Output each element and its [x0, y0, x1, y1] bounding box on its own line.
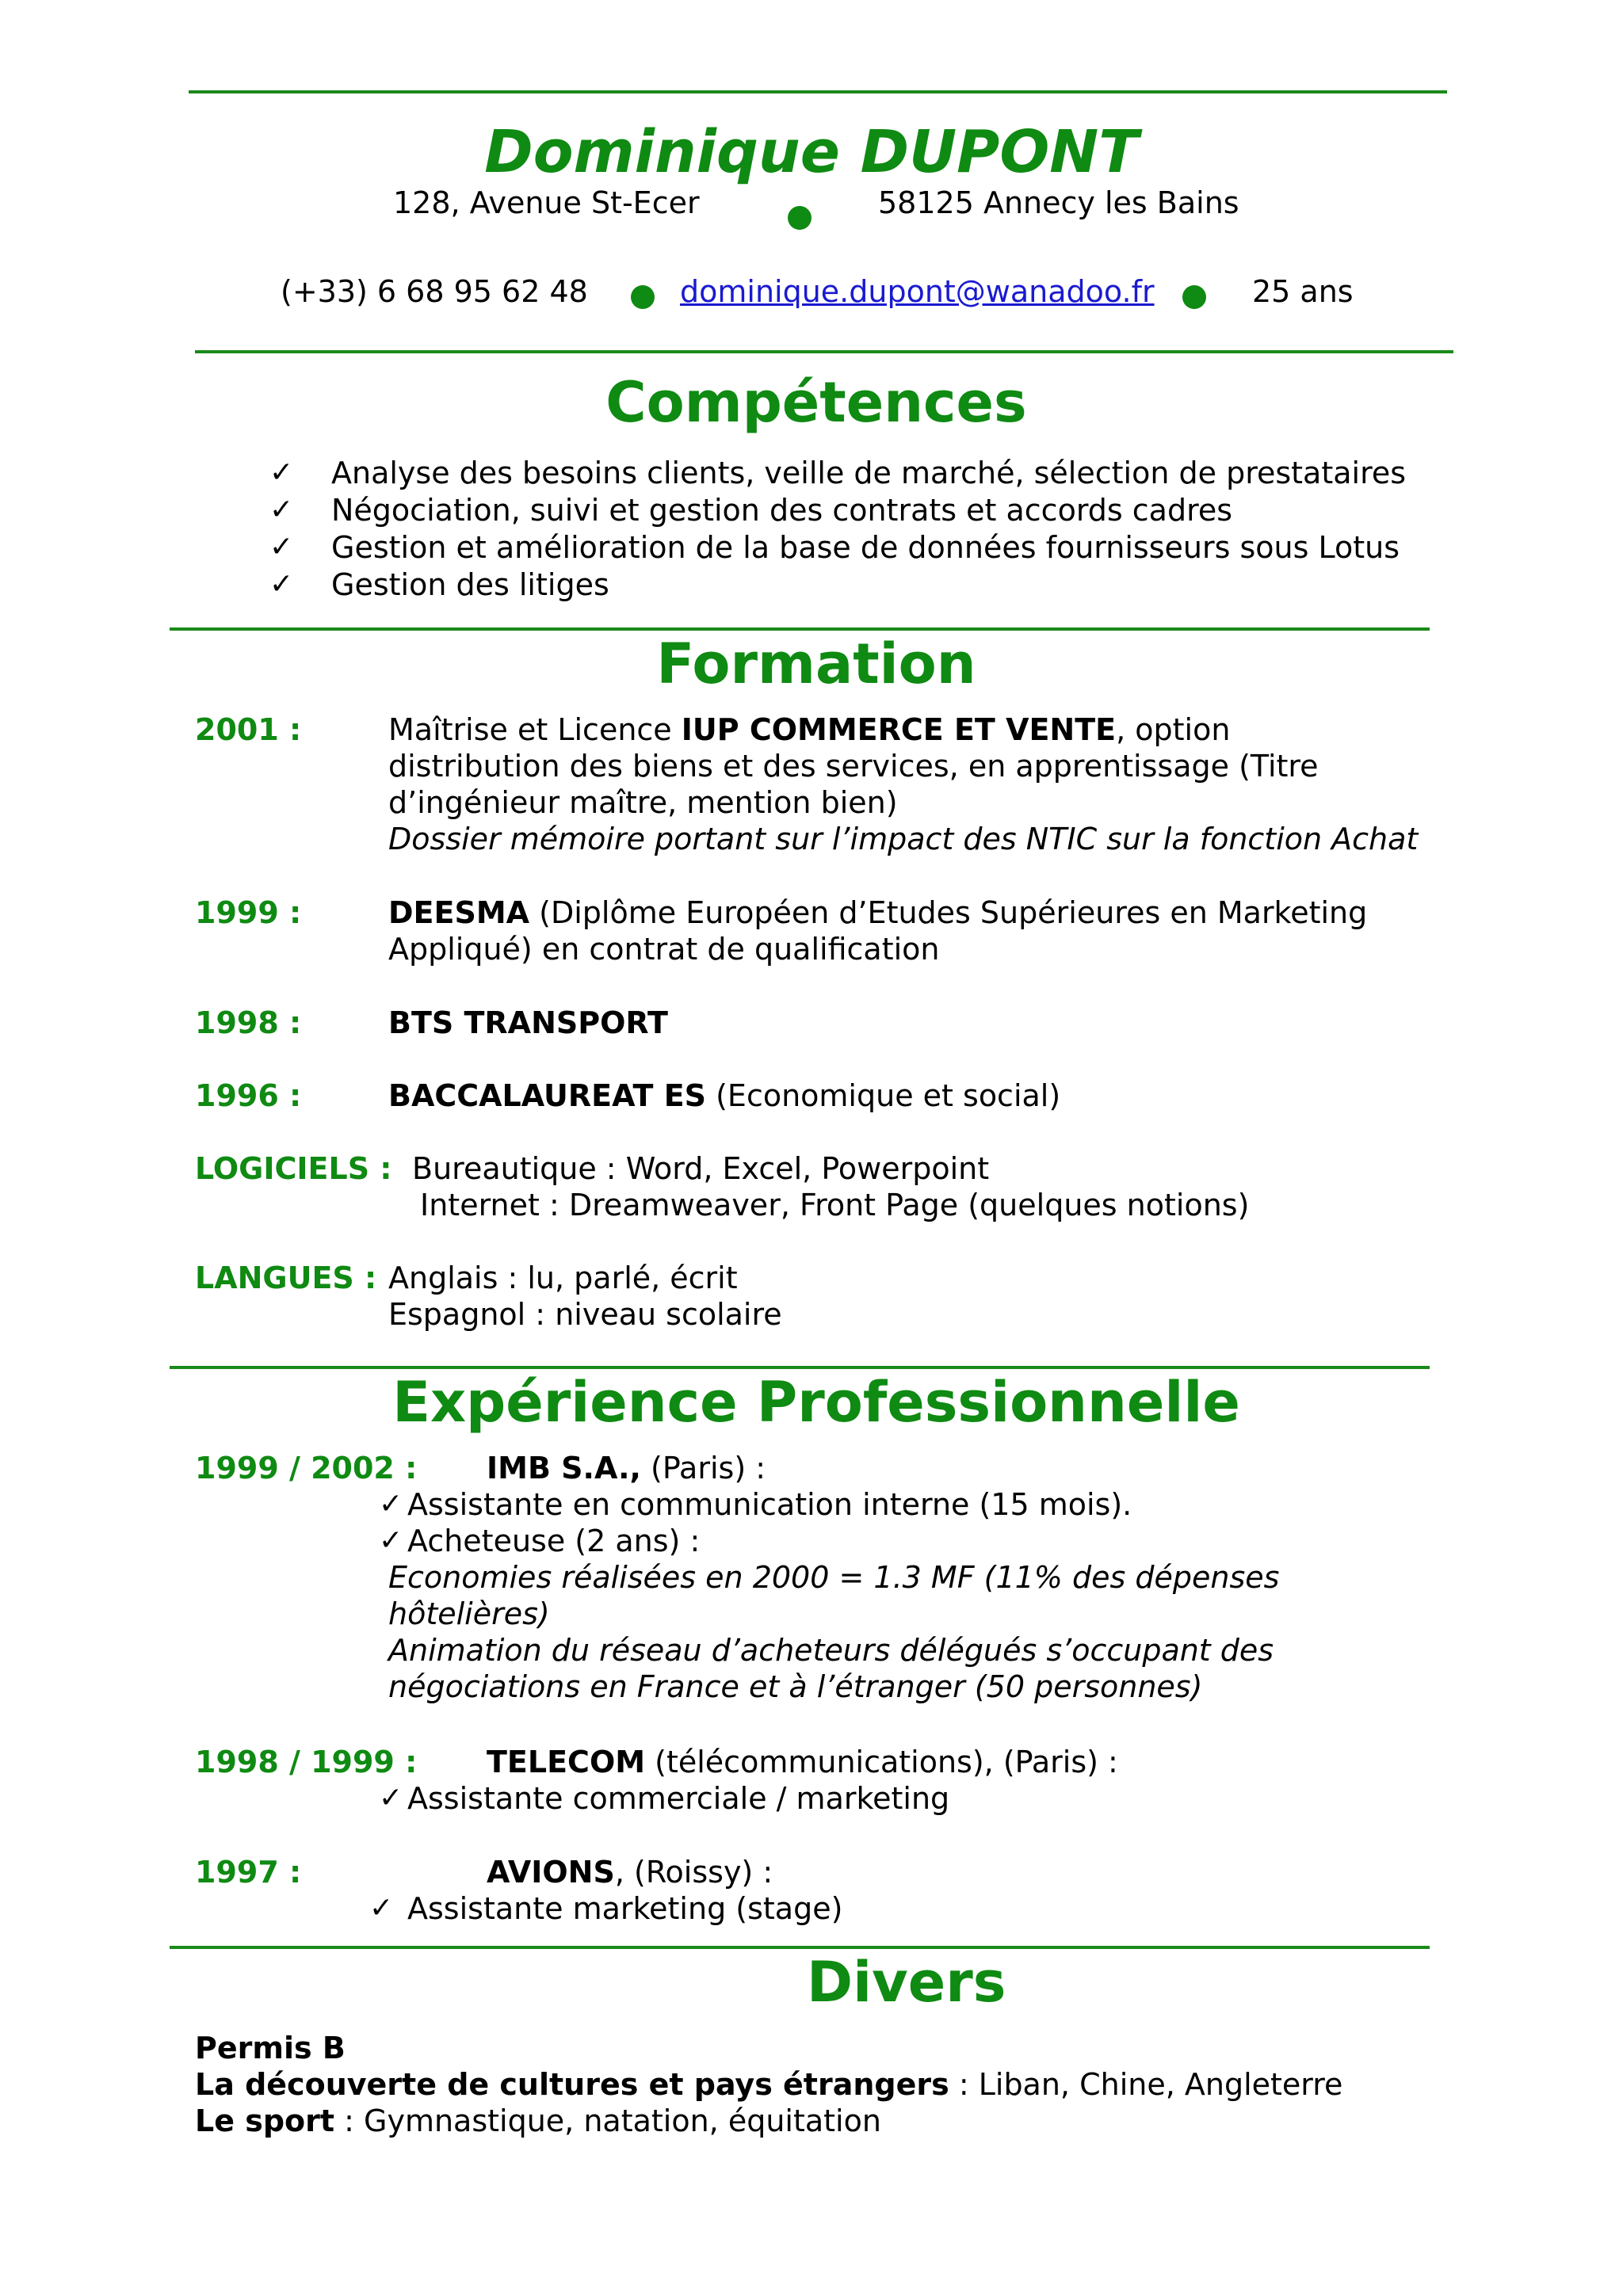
job-task: Acheteuse (2 ans) :	[407, 1524, 701, 1558]
formation-text: Appliqué) en contrat de qualification	[388, 932, 940, 967]
formation-year: 2001 :	[195, 712, 302, 747]
formation-year: 1996 :	[195, 1078, 302, 1113]
divers-cultures	[195, 2066, 1342, 2103]
formation-text: (Diplôme Européen d’Etudes Supérieures en Marketing	[529, 895, 1368, 930]
section-rule	[170, 1946, 1430, 1949]
checkmark-icon: ✓	[269, 568, 294, 601]
section-title-experience: Expérience Professionnelle	[392, 1370, 1240, 1435]
langues-label: LANGUES :	[195, 1261, 377, 1295]
competence-item: Gestion des litiges	[331, 567, 609, 602]
job-header	[487, 1450, 766, 1486]
checkmark-icon: ✓	[379, 1488, 403, 1520]
phone-number: (+33) 6 68 95 62 48	[281, 274, 588, 309]
job-years: 1997 :	[195, 1855, 302, 1890]
formation-degree: BTS TRANSPORT	[388, 1005, 668, 1040]
bullet-dot-icon	[1182, 285, 1206, 309]
competence-item: Gestion et amélioration de la base de données fournisseurs sous Lotus	[331, 530, 1400, 565]
job-place: (télécommunications), (Paris) :	[645, 1745, 1118, 1779]
job-detail: Economies réalisées en 2000 = 1.3 MF (11% des dépenses	[388, 1560, 1280, 1595]
job-task: Assistante en communication interne (15 mois).	[407, 1487, 1132, 1522]
bullet-dot-icon	[631, 285, 655, 309]
formation-degree: BACCALAUREAT ES	[388, 1078, 707, 1113]
formation-thesis: Dossier mémoire portant sur l’impact des NTIC sur la fonction Achat	[388, 822, 1419, 856]
checkmark-icon: ✓	[379, 1524, 403, 1557]
formation-text: (Economique et social)	[706, 1078, 1061, 1113]
checkmark-icon: ✓	[269, 531, 294, 563]
formation-year: 1998 :	[195, 1005, 302, 1040]
langues-line: Anglais : lu, parlé, écrit	[388, 1261, 738, 1295]
section-title-competences: Compétences	[605, 370, 1027, 435]
divers-cultures-label: La découverte de cultures et pays étrangers	[195, 2067, 949, 2102]
job-place: , (Roissy) :	[614, 1855, 773, 1890]
job-company: IMB S.A.,	[487, 1451, 641, 1486]
formation-entry-line	[388, 711, 1230, 748]
formation-degree: DEESMA	[388, 895, 530, 930]
checkmark-icon: ✓	[379, 1782, 403, 1814]
formation-text: , option	[1116, 712, 1231, 747]
email-link[interactable]: dominique.dupont@wanadoo.fr	[680, 274, 1155, 309]
candidate-name: Dominique DUPONT	[484, 118, 1139, 186]
job-company: TELECOM	[487, 1745, 646, 1779]
formation-text: d’ingénieur maître, mention bien)	[388, 785, 898, 820]
competence-item: Analyse des besoins clients, veille de marché, sélection de prestataires	[331, 456, 1407, 490]
langues-line: Espagnol : niveau scolaire	[388, 1297, 782, 1332]
bullet-dot-icon	[788, 206, 812, 230]
header-top-rule	[189, 90, 1447, 93]
job-detail: négociations en France et à l’étranger (50 personnes)	[388, 1669, 1203, 1704]
job-years: 1998 / 1999 :	[195, 1745, 418, 1779]
divers-sport	[195, 2103, 881, 2139]
job-task: Assistante commerciale / marketing	[407, 1781, 950, 1816]
divers-sport-label: Le sport	[195, 2103, 335, 2138]
address-street: 128, Avenue St-Ecer	[393, 185, 700, 220]
formation-year: 1999 :	[195, 895, 302, 930]
section-rule	[195, 350, 1453, 353]
divers-sport-value: : Gymnastique, natation, équitation	[334, 2103, 881, 2138]
job-detail: Animation du réseau d’acheteurs délégués s’occupant des	[388, 1633, 1274, 1668]
logiciels-line: Internet : Dreamweaver, Front Page (quelques notions)	[420, 1188, 1250, 1222]
competence-item: Négociation, suivi et gestion des contrats et accords cadres	[331, 493, 1233, 528]
checkmark-icon: ✓	[269, 456, 294, 489]
logiciels-label: LOGICIELS :	[195, 1151, 392, 1186]
address-city: 58125 Annecy les Bains	[878, 185, 1239, 220]
job-header	[487, 1744, 1118, 1780]
section-title-divers: Divers	[807, 1950, 1006, 2015]
job-task: Assistante marketing (stage)	[407, 1891, 843, 1926]
formation-entry-line	[388, 894, 1367, 931]
formation-degree: IUP COMMERCE ET VENTE	[681, 712, 1117, 747]
job-detail: hôtelières)	[388, 1596, 550, 1631]
job-place: (Paris) :	[640, 1451, 766, 1486]
job-years: 1999 / 2002 :	[195, 1451, 418, 1486]
checkmark-icon: ✓	[269, 494, 294, 526]
divers-cultures-value: : Liban, Chine, Angleterre	[949, 2067, 1343, 2102]
formation-text: Maîtrise et Licence	[388, 712, 682, 747]
section-title-formation: Formation	[656, 631, 976, 696]
formation-entry-line	[388, 1077, 1060, 1114]
age: 25 ans	[1252, 274, 1354, 309]
checkmark-icon: ✓	[369, 1892, 394, 1924]
formation-text: distribution des biens et des services, en apprentissage (Titre	[388, 749, 1319, 784]
job-company: AVIONS	[487, 1855, 615, 1890]
divers-permis: Permis B	[195, 2031, 346, 2065]
logiciels-line: Bureautique : Word, Excel, Powerpoint	[412, 1151, 990, 1186]
job-header	[487, 1854, 773, 1890]
